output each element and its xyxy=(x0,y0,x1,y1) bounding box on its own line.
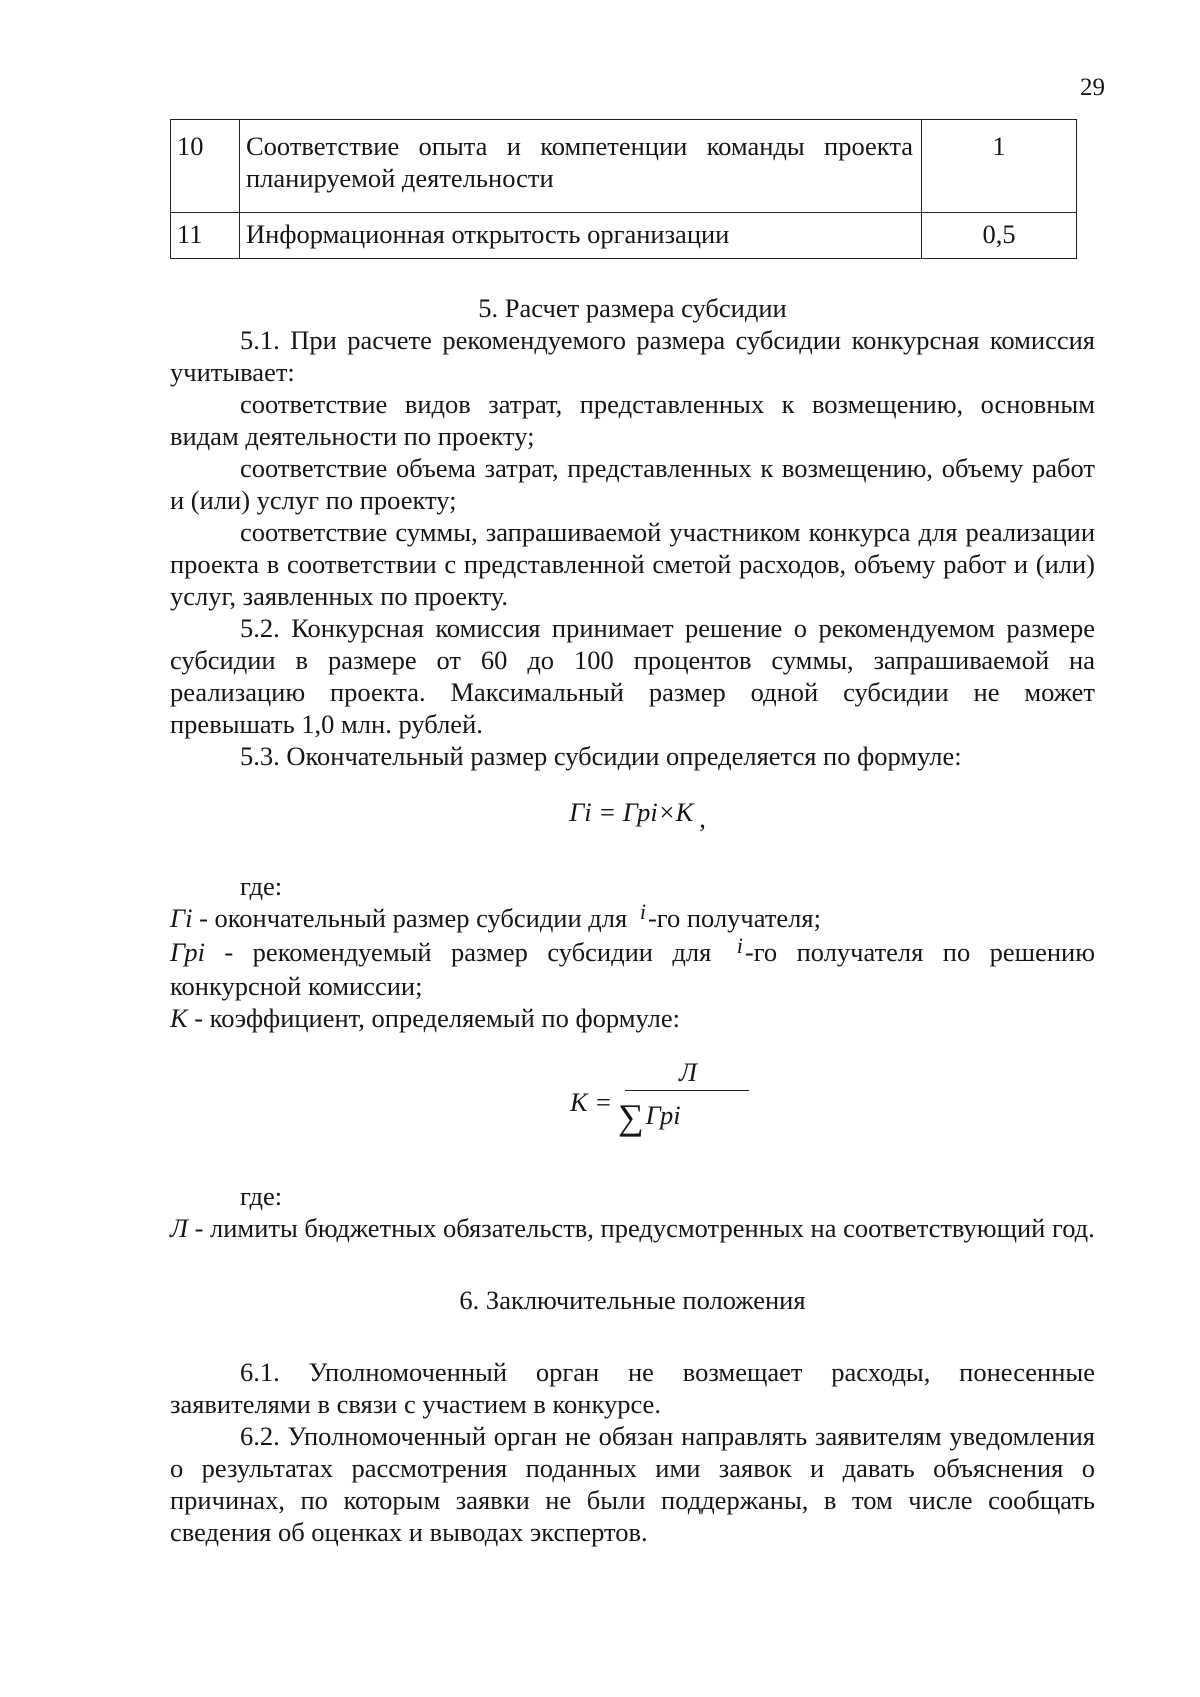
definition-k: К - коэффициент, определяемый по формуле: xyxy=(170,1003,680,1033)
paragraph-cost-types: соответствие видов затрат, представленных к возмещению, основным видам деятельности по проекту; xyxy=(170,389,1095,451)
formula-coefficient xyxy=(170,1056,1095,1158)
symbol-gi: Гi xyxy=(170,903,193,933)
formula-coefficient-lhs: К = xyxy=(570,1087,613,1117)
symbol-k: К xyxy=(170,1003,188,1033)
denominator-variable: Грi xyxy=(645,1100,681,1130)
symbol-gri: Грi xyxy=(170,937,205,967)
row-number: 10 xyxy=(171,120,240,213)
section-5-heading: 5. Расчет размера субсидии xyxy=(478,293,787,323)
fraction-bar xyxy=(625,1090,749,1091)
symbol-i: i xyxy=(639,899,646,924)
formula-subsidy-expression: Гi = Грi×К xyxy=(569,797,694,827)
symbol-i: i xyxy=(736,933,743,958)
formula-numerator: Л xyxy=(679,1057,697,1087)
symbol-l: Л xyxy=(170,1213,188,1243)
document-body xyxy=(170,292,1095,1548)
paragraph-requested-sum: соответствие суммы, запрашиваемой участником конкурса для реализации проекта в соответствии с представленной сметой расходов, объему работ и (или) услуг, заявленных по проекту. xyxy=(170,517,1095,611)
criterion-name: Соответствие опыта и компетенции команды проекта планируемой деятельности xyxy=(240,120,922,213)
definition-l: Л - лимиты бюджетных обязательств, предусмотренных на соответствующий год. xyxy=(170,1213,1095,1243)
definition-gi: Гi - окончательный размер субсидии для $^i$-го получателя; xyxy=(170,899,821,933)
paragraph-5-2: 5.2. Конкурсная комиссия принимает решение о рекомендуемом размере субсидии в размере от 60 до 100 процентов суммы, запрашиваемой на реализацию проекта. Максимальный размер одной субсидии не может превышать 1,0 млн. рублей. xyxy=(170,613,1095,739)
definition-gri: Грi - рекомендуемый размер субсидии для $^i$-го получателя по решению конкурсной комиссии; xyxy=(170,933,1095,1001)
paragraph-6-2: 6.2. Уполномоченный орган не обязан направлять заявителям уведомления о результатах рассмотрения поданных ими заявок и давать объяснения о причинах, по которым заявки не были поддержаны, в том числе сообщать сведения об оценках и выводах экспертов. xyxy=(170,1421,1095,1547)
paragraph-5-1: 5.1. При расчете рекомендуемого размера субсидии конкурсная комиссия учитывает: xyxy=(170,325,1095,387)
table-row xyxy=(171,213,1077,259)
row-number: 11 xyxy=(171,213,240,259)
paragraph-cost-volume: соответствие объема затрат, представленных к возмещению, объему работ и (или) услуг по проекту; xyxy=(170,453,1095,515)
criterion-value: 0,5 xyxy=(922,213,1077,259)
formula-denominator xyxy=(618,1096,681,1137)
sum-symbol: ∑ xyxy=(618,1097,644,1137)
criterion-value: 1 xyxy=(922,120,1077,213)
page-number: 29 xyxy=(1080,74,1105,101)
where-label: где: xyxy=(240,1181,283,1211)
table-row xyxy=(171,120,1077,213)
formula-comma: , xyxy=(699,803,706,833)
paragraph-6-1: 6.1. Уполномоченный орган не возмещает расходы, понесенные заявителями в связи с участием в конкурсе. xyxy=(170,1357,1095,1419)
criteria-table xyxy=(170,119,1077,259)
section-6-heading: 6. Заключительные положения xyxy=(459,1285,806,1315)
formula-subsidy xyxy=(170,796,1095,833)
criterion-name: Информационная открытость организации xyxy=(240,213,922,259)
where-label: где: xyxy=(240,871,283,901)
paragraph-5-3: 5.3. Окончательный размер субсидии определяется по формуле: xyxy=(240,741,962,771)
